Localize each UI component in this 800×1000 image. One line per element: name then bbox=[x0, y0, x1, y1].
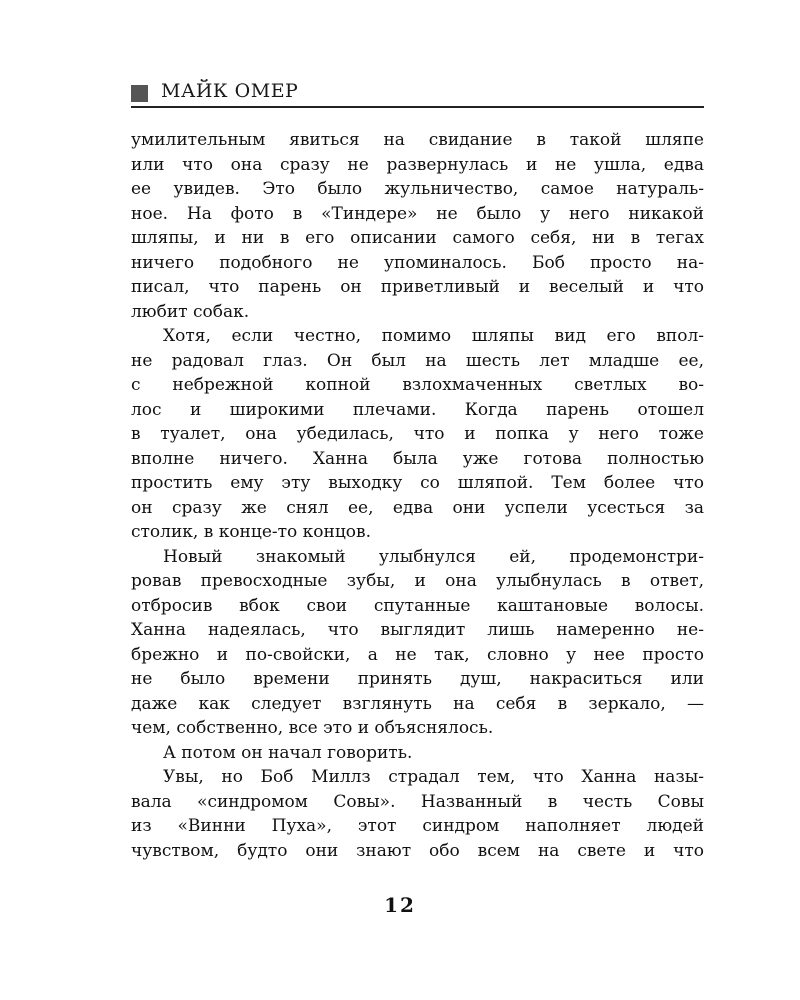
text-line: шляпы, и ни в его описании самого себя, ни в тегах bbox=[131, 228, 704, 248]
running-head-rule bbox=[131, 106, 704, 108]
text-line: любит собак. bbox=[131, 301, 250, 322]
text-line: А потом он начал говорить. bbox=[163, 742, 413, 763]
text-line: столик, в конце-то концов. bbox=[131, 522, 372, 542]
text-line: Ханна надеялась, что выглядит лишь намеренно не- bbox=[131, 620, 704, 640]
text-line: не радовал глаз. Он был на шесть лет младше ее, bbox=[131, 350, 704, 371]
text-line: чувством, будто они знают обо всем на свете и что bbox=[131, 840, 704, 861]
text-line: Хотя, если честно, помимо шляпы вид его впол- bbox=[163, 326, 704, 346]
text-line: умилительным явиться на свидание в такой шляпе bbox=[131, 130, 704, 150]
text-line: писал, что парень он приветливый и веселый и что bbox=[131, 277, 704, 297]
text-line: даже как следует взглянуть на себя в зеркало, — bbox=[131, 693, 704, 714]
text-line: вала «синдромом Совы». Названный в честь Совы bbox=[131, 791, 704, 812]
text-line: вполне ничего. Ханна была уже готова полностью bbox=[131, 448, 704, 469]
text-line: с небрежной копной взлохмаченных светлых во- bbox=[131, 375, 704, 395]
running-head-author: МАЙК ОМЕР bbox=[161, 80, 299, 102]
running-head bbox=[131, 78, 704, 108]
page-number: 12 bbox=[384, 893, 416, 917]
text-line: ее увидев. Это было жульничество, самое натураль- bbox=[131, 179, 704, 199]
text-line: простить ему эту выходку со шляпой. Тем более что bbox=[131, 473, 704, 493]
text-line: он сразу же снял ее, едва они успели усесться за bbox=[131, 497, 704, 518]
text-line: ное. На фото в «Тиндере» не было у него никакой bbox=[131, 203, 704, 224]
text-line: ничего подобного не упоминалось. Боб просто на- bbox=[131, 252, 704, 273]
text-line: чем, собственно, все это и объяснялось. bbox=[131, 718, 494, 738]
text-line: не было времени принять душ, накраситься или bbox=[131, 669, 704, 689]
text-line: отбросив вбок свои спутанные каштановые волосы. bbox=[131, 595, 704, 616]
text-line: Новый знакомый улыбнулся ей, продемонстри- bbox=[163, 546, 704, 567]
text-line: Увы, но Боб Миллз страдал тем, что Ханна назы- bbox=[163, 767, 704, 787]
text-line: или что она сразу не развернулась и не ушла, едва bbox=[131, 154, 704, 175]
running-head-square-mark bbox=[131, 85, 148, 102]
text-line: лос и широкими плечами. Когда парень отошел bbox=[131, 399, 704, 420]
text-line: из «Винни Пуха», этот синдром наполняет людей bbox=[131, 816, 704, 836]
text-line: ровав превосходные зубы, и она улыбнулась в ответ, bbox=[131, 571, 704, 591]
text-line: в туалет, она убедилась, что и попка у него тоже bbox=[131, 424, 704, 444]
text-line: брежно и по-свойски, а не так, словно у нее просто bbox=[131, 644, 704, 665]
